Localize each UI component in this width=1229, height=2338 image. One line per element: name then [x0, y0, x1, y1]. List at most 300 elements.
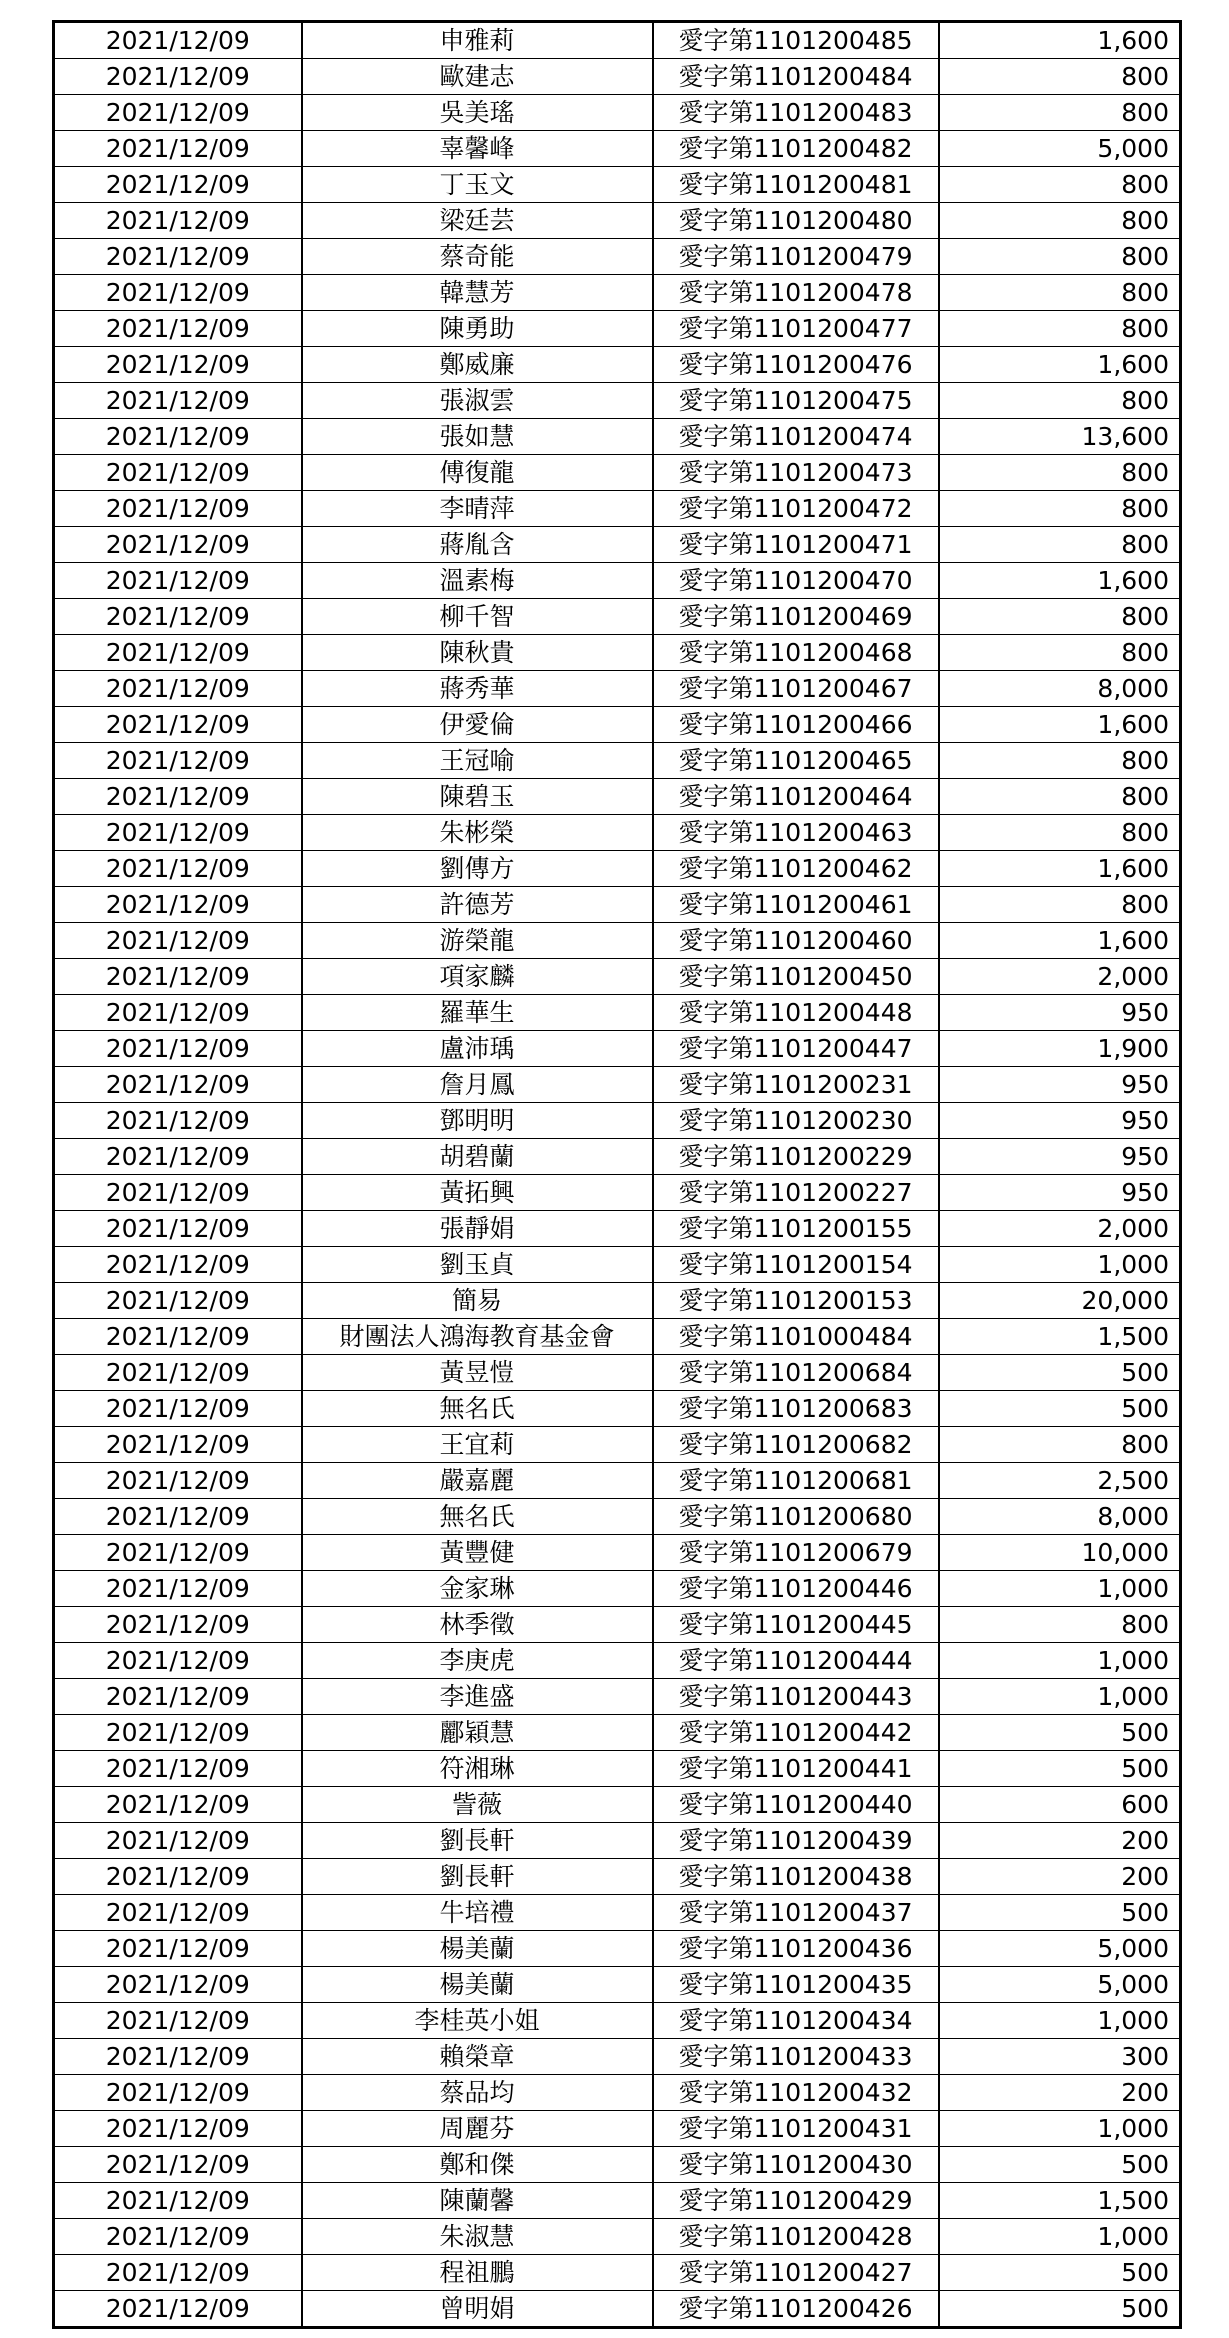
donor-name: 楊美蘭 — [302, 1967, 653, 2003]
donor-name: 符湘琳 — [302, 1751, 653, 1787]
donor-name: 朱淑慧 — [302, 2219, 653, 2255]
table-row — [54, 2255, 1181, 2291]
donor-name: 周麗芬 — [302, 2111, 653, 2147]
table-row — [54, 923, 1181, 959]
donation-amount: 500 — [939, 1751, 1181, 1787]
donor-name: 王冠喻 — [302, 743, 653, 779]
donation-date: 2021/12/09 — [54, 203, 302, 239]
table-row — [54, 239, 1181, 275]
donation-table — [52, 20, 1182, 2329]
donor-name: 羅華生 — [302, 995, 653, 1031]
receipt-number: 愛字第1101200450 — [653, 959, 939, 995]
donor-name: 鄭威廉 — [302, 347, 653, 383]
donation-amount: 500 — [939, 1355, 1181, 1391]
donation-date: 2021/12/09 — [54, 779, 302, 815]
donation-amount: 200 — [939, 1823, 1181, 1859]
donation-amount: 600 — [939, 1787, 1181, 1823]
donation-amount: 800 — [939, 1607, 1181, 1643]
table-row — [54, 1463, 1181, 1499]
donation-date: 2021/12/09 — [54, 1031, 302, 1067]
donor-name: 黃拓興 — [302, 1175, 653, 1211]
donation-amount: 500 — [939, 2291, 1181, 2328]
receipt-number: 愛字第1101200479 — [653, 239, 939, 275]
receipt-number: 愛字第1101200154 — [653, 1247, 939, 1283]
donation-amount: 1,500 — [939, 1319, 1181, 1355]
receipt-number: 愛字第1101200446 — [653, 1571, 939, 1607]
table-row — [54, 1211, 1181, 1247]
donation-date: 2021/12/09 — [54, 1679, 302, 1715]
table-row — [54, 995, 1181, 1031]
table-row — [54, 1355, 1181, 1391]
donor-name: 陳秋貴 — [302, 635, 653, 671]
table-row — [54, 2003, 1181, 2039]
donation-amount: 10,000 — [939, 1535, 1181, 1571]
donation-amount: 800 — [939, 383, 1181, 419]
donation-date: 2021/12/09 — [54, 1463, 302, 1499]
receipt-number: 愛字第1101200428 — [653, 2219, 939, 2255]
donation-amount: 5,000 — [939, 1931, 1181, 1967]
table-row — [54, 2291, 1181, 2328]
table-row — [54, 1607, 1181, 1643]
donation-amount: 800 — [939, 59, 1181, 95]
table-row — [54, 1571, 1181, 1607]
donor-name: 蔣秀華 — [302, 671, 653, 707]
receipt-number: 愛字第1101200427 — [653, 2255, 939, 2291]
receipt-number: 愛字第1101200153 — [653, 1283, 939, 1319]
donor-name: 劉傳方 — [302, 851, 653, 887]
donation-date: 2021/12/09 — [54, 1859, 302, 1895]
donation-amount: 8,000 — [939, 1499, 1181, 1535]
donor-name: 王宜莉 — [302, 1427, 653, 1463]
donor-name: 賴榮章 — [302, 2039, 653, 2075]
donation-date: 2021/12/09 — [54, 1247, 302, 1283]
donation-date: 2021/12/09 — [54, 239, 302, 275]
donor-name: 丁玉文 — [302, 167, 653, 203]
donor-name: 酈穎慧 — [302, 1715, 653, 1751]
donation-date: 2021/12/09 — [54, 1103, 302, 1139]
donation-date: 2021/12/09 — [54, 1391, 302, 1427]
donor-name: 李桂英小姐 — [302, 2003, 653, 2039]
receipt-number: 愛字第1101200473 — [653, 455, 939, 491]
donation-amount: 800 — [939, 491, 1181, 527]
donor-name: 簡易 — [302, 1283, 653, 1319]
donation-date: 2021/12/09 — [54, 923, 302, 959]
donation-date: 2021/12/09 — [54, 311, 302, 347]
donation-table-body — [54, 22, 1181, 2328]
table-row — [54, 203, 1181, 239]
donation-amount: 1,900 — [939, 1031, 1181, 1067]
donation-date: 2021/12/09 — [54, 2291, 302, 2328]
donation-amount: 800 — [939, 167, 1181, 203]
donation-date: 2021/12/09 — [54, 2147, 302, 2183]
donation-amount: 500 — [939, 2255, 1181, 2291]
donation-amount: 800 — [939, 527, 1181, 563]
receipt-number: 愛字第1101200462 — [653, 851, 939, 887]
donor-name: 曾明娟 — [302, 2291, 653, 2328]
receipt-number: 愛字第1101200466 — [653, 707, 939, 743]
donor-name: 胡碧蘭 — [302, 1139, 653, 1175]
donation-amount: 1,000 — [939, 2219, 1181, 2255]
donor-name: 傅復龍 — [302, 455, 653, 491]
donor-name: 楊美蘭 — [302, 1931, 653, 1967]
donation-amount: 950 — [939, 1067, 1181, 1103]
donation-amount: 1,000 — [939, 2111, 1181, 2147]
receipt-number: 愛字第1101200683 — [653, 1391, 939, 1427]
table-row — [54, 2075, 1181, 2111]
receipt-number: 愛字第1101200229 — [653, 1139, 939, 1175]
donation-date: 2021/12/09 — [54, 1643, 302, 1679]
donation-amount: 500 — [939, 1715, 1181, 1751]
donor-name: 盧沛瑀 — [302, 1031, 653, 1067]
donation-amount: 1,000 — [939, 1643, 1181, 1679]
receipt-number: 愛字第1101200467 — [653, 671, 939, 707]
receipt-number: 愛字第1101200481 — [653, 167, 939, 203]
donation-amount: 1,000 — [939, 1247, 1181, 1283]
receipt-number: 愛字第1101200448 — [653, 995, 939, 1031]
receipt-number: 愛字第1101200464 — [653, 779, 939, 815]
receipt-number: 愛字第1101200426 — [653, 2291, 939, 2328]
donation-date: 2021/12/09 — [54, 2183, 302, 2219]
donation-date: 2021/12/09 — [54, 2075, 302, 2111]
receipt-number: 愛字第1101200470 — [653, 563, 939, 599]
donation-date: 2021/12/09 — [54, 419, 302, 455]
donor-name: 溫素梅 — [302, 563, 653, 599]
donation-amount: 300 — [939, 2039, 1181, 2075]
donor-name: 辜馨峰 — [302, 131, 653, 167]
donor-name: 鄭和傑 — [302, 2147, 653, 2183]
receipt-number: 愛字第1101200485 — [653, 22, 939, 59]
donation-amount: 2,500 — [939, 1463, 1181, 1499]
table-row — [54, 671, 1181, 707]
donation-date: 2021/12/09 — [54, 563, 302, 599]
donation-amount: 1,600 — [939, 707, 1181, 743]
receipt-number: 愛字第1101200432 — [653, 2075, 939, 2111]
donation-date: 2021/12/09 — [54, 1175, 302, 1211]
donation-amount: 950 — [939, 995, 1181, 1031]
table-row — [54, 1499, 1181, 1535]
donor-name: 項家麟 — [302, 959, 653, 995]
donor-name: 黃昱愷 — [302, 1355, 653, 1391]
donor-name: 蔣胤含 — [302, 527, 653, 563]
donor-name: 蔡奇能 — [302, 239, 653, 275]
donor-name: 韓慧芳 — [302, 275, 653, 311]
receipt-number: 愛字第1101200468 — [653, 635, 939, 671]
donation-date: 2021/12/09 — [54, 527, 302, 563]
donor-name: 梁廷芸 — [302, 203, 653, 239]
donor-name: 吳美瑤 — [302, 95, 653, 131]
receipt-number: 愛字第1101200435 — [653, 1967, 939, 2003]
donation-date: 2021/12/09 — [54, 743, 302, 779]
donation-amount: 950 — [939, 1139, 1181, 1175]
donation-amount: 800 — [939, 599, 1181, 635]
donation-date: 2021/12/09 — [54, 671, 302, 707]
receipt-number: 愛字第1101200429 — [653, 2183, 939, 2219]
donor-name: 申雅莉 — [302, 22, 653, 59]
table-row — [54, 527, 1181, 563]
table-row — [54, 1535, 1181, 1571]
donor-name: 李晴萍 — [302, 491, 653, 527]
donation-amount: 1,600 — [939, 347, 1181, 383]
donation-date: 2021/12/09 — [54, 1067, 302, 1103]
table-row — [54, 1823, 1181, 1859]
receipt-number: 愛字第1101200682 — [653, 1427, 939, 1463]
donation-date: 2021/12/09 — [54, 1499, 302, 1535]
receipt-number: 愛字第1101200433 — [653, 2039, 939, 2075]
table-row — [54, 707, 1181, 743]
donor-name: 張靜娟 — [302, 1211, 653, 1247]
donation-amount: 13,600 — [939, 419, 1181, 455]
table-row — [54, 131, 1181, 167]
table-row — [54, 1031, 1181, 1067]
table-row — [54, 1283, 1181, 1319]
donor-name: 陳勇助 — [302, 311, 653, 347]
receipt-number: 愛字第1101200430 — [653, 2147, 939, 2183]
donation-date: 2021/12/09 — [54, 1427, 302, 1463]
donor-name: 李進盛 — [302, 1679, 653, 1715]
receipt-number: 愛字第1101200684 — [653, 1355, 939, 1391]
donor-name: 李庚虎 — [302, 1643, 653, 1679]
table-row — [54, 1391, 1181, 1427]
donation-amount: 5,000 — [939, 1967, 1181, 2003]
donation-amount: 1,600 — [939, 851, 1181, 887]
donor-name: 劉玉貞 — [302, 1247, 653, 1283]
donor-name: 柳千智 — [302, 599, 653, 635]
donation-date: 2021/12/09 — [54, 1931, 302, 1967]
receipt-number: 愛字第1101200477 — [653, 311, 939, 347]
donation-amount: 800 — [939, 887, 1181, 923]
receipt-number: 愛字第1101200681 — [653, 1463, 939, 1499]
donation-amount: 2,000 — [939, 959, 1181, 995]
donor-name: 詹月鳳 — [302, 1067, 653, 1103]
donation-amount: 800 — [939, 95, 1181, 131]
receipt-number: 愛字第1101200483 — [653, 95, 939, 131]
donation-date: 2021/12/09 — [54, 1787, 302, 1823]
receipt-number: 愛字第1101200471 — [653, 527, 939, 563]
donation-date: 2021/12/09 — [54, 95, 302, 131]
donor-name: 無名氏 — [302, 1499, 653, 1535]
donation-date: 2021/12/09 — [54, 1823, 302, 1859]
donation-amount: 800 — [939, 635, 1181, 671]
receipt-number: 愛字第1101200680 — [653, 1499, 939, 1535]
donation-date: 2021/12/09 — [54, 1211, 302, 1247]
table-row — [54, 1103, 1181, 1139]
table-row — [54, 1931, 1181, 1967]
receipt-number: 愛字第1101200460 — [653, 923, 939, 959]
donation-amount: 800 — [939, 311, 1181, 347]
donation-amount: 1,500 — [939, 2183, 1181, 2219]
donation-amount: 5,000 — [939, 131, 1181, 167]
table-row — [54, 311, 1181, 347]
receipt-number: 愛字第1101200444 — [653, 1643, 939, 1679]
table-row — [54, 2111, 1181, 2147]
donation-amount: 800 — [939, 815, 1181, 851]
donation-date: 2021/12/09 — [54, 491, 302, 527]
donor-name: 金家琳 — [302, 1571, 653, 1607]
donation-date: 2021/12/09 — [54, 635, 302, 671]
receipt-number: 愛字第1101200463 — [653, 815, 939, 851]
donor-name: 鄧明明 — [302, 1103, 653, 1139]
receipt-number: 愛字第1101200469 — [653, 599, 939, 635]
donor-name: 程祖鵬 — [302, 2255, 653, 2291]
donation-amount: 800 — [939, 203, 1181, 239]
receipt-number: 愛字第1101200461 — [653, 887, 939, 923]
table-row — [54, 95, 1181, 131]
table-row — [54, 1247, 1181, 1283]
donor-name: 財團法人鴻海教育基金會 — [302, 1319, 653, 1355]
table-row — [54, 1715, 1181, 1751]
receipt-number: 愛字第1101200437 — [653, 1895, 939, 1931]
donation-amount: 1,600 — [939, 563, 1181, 599]
table-row — [54, 419, 1181, 455]
donation-amount: 500 — [939, 2147, 1181, 2183]
table-row — [54, 59, 1181, 95]
table-row — [54, 1751, 1181, 1787]
donation-date: 2021/12/09 — [54, 347, 302, 383]
table-row — [54, 1139, 1181, 1175]
donor-name: 黃豐健 — [302, 1535, 653, 1571]
donor-name: 朱彬榮 — [302, 815, 653, 851]
donation-date: 2021/12/09 — [54, 383, 302, 419]
table-row — [54, 275, 1181, 311]
donation-amount: 800 — [939, 1427, 1181, 1463]
receipt-number: 愛字第1101200439 — [653, 1823, 939, 1859]
table-row — [54, 743, 1181, 779]
table-row — [54, 347, 1181, 383]
donation-amount: 1,000 — [939, 1679, 1181, 1715]
table-row — [54, 2183, 1181, 2219]
donor-name: 張淑雲 — [302, 383, 653, 419]
table-row — [54, 455, 1181, 491]
donation-date: 2021/12/09 — [54, 22, 302, 59]
donation-amount: 800 — [939, 239, 1181, 275]
donation-date: 2021/12/09 — [54, 887, 302, 923]
receipt-number: 愛字第1101200465 — [653, 743, 939, 779]
receipt-number: 愛字第1101200436 — [653, 1931, 939, 1967]
donor-name: 訾薇 — [302, 1787, 653, 1823]
donation-date: 2021/12/09 — [54, 59, 302, 95]
receipt-number: 愛字第1101200474 — [653, 419, 939, 455]
receipt-number: 愛字第1101200484 — [653, 59, 939, 95]
receipt-number: 愛字第1101200442 — [653, 1715, 939, 1751]
donation-date: 2021/12/09 — [54, 167, 302, 203]
donation-date: 2021/12/09 — [54, 959, 302, 995]
receipt-number: 愛字第1101200445 — [653, 1607, 939, 1643]
receipt-number: 愛字第1101200438 — [653, 1859, 939, 1895]
donation-amount: 1,600 — [939, 923, 1181, 959]
donor-name: 歐建志 — [302, 59, 653, 95]
table-row — [54, 167, 1181, 203]
table-row — [54, 635, 1181, 671]
receipt-number: 愛字第1101200482 — [653, 131, 939, 167]
donor-name: 許德芳 — [302, 887, 653, 923]
receipt-number: 愛字第1101200447 — [653, 1031, 939, 1067]
table-row — [54, 2147, 1181, 2183]
donation-date: 2021/12/09 — [54, 2255, 302, 2291]
donation-amount: 500 — [939, 1895, 1181, 1931]
receipt-number: 愛字第1101200227 — [653, 1175, 939, 1211]
donation-date: 2021/12/09 — [54, 707, 302, 743]
receipt-number: 愛字第1101200475 — [653, 383, 939, 419]
donor-name: 林季徵 — [302, 1607, 653, 1643]
table-row — [54, 1319, 1181, 1355]
donor-name: 陳蘭馨 — [302, 2183, 653, 2219]
table-row — [54, 1175, 1181, 1211]
receipt-number: 愛字第1101200230 — [653, 1103, 939, 1139]
table-row — [54, 1967, 1181, 2003]
donor-name: 嚴嘉麗 — [302, 1463, 653, 1499]
table-row — [54, 2039, 1181, 2075]
donation-amount: 200 — [939, 1859, 1181, 1895]
donor-name: 劉長軒 — [302, 1823, 653, 1859]
donor-name: 牛培禮 — [302, 1895, 653, 1931]
table-row — [54, 851, 1181, 887]
donation-date: 2021/12/09 — [54, 2219, 302, 2255]
donation-date: 2021/12/09 — [54, 131, 302, 167]
receipt-number: 愛字第1101200431 — [653, 2111, 939, 2147]
donor-name: 無名氏 — [302, 1391, 653, 1427]
receipt-number: 愛字第1101200472 — [653, 491, 939, 527]
donation-date: 2021/12/09 — [54, 1967, 302, 2003]
table-row — [54, 563, 1181, 599]
donor-name: 陳碧玉 — [302, 779, 653, 815]
table-row — [54, 22, 1181, 59]
donor-name: 張如慧 — [302, 419, 653, 455]
donation-date: 2021/12/09 — [54, 2039, 302, 2075]
table-row — [54, 2219, 1181, 2255]
donation-amount: 800 — [939, 743, 1181, 779]
receipt-number: 愛字第1101200480 — [653, 203, 939, 239]
table-row — [54, 1067, 1181, 1103]
receipt-number: 愛字第1101200231 — [653, 1067, 939, 1103]
donation-date: 2021/12/09 — [54, 455, 302, 491]
table-row — [54, 959, 1181, 995]
receipt-number: 愛字第1101200440 — [653, 1787, 939, 1823]
table-row — [54, 1643, 1181, 1679]
donor-name: 游榮龍 — [302, 923, 653, 959]
donation-amount: 500 — [939, 1391, 1181, 1427]
donation-amount: 800 — [939, 455, 1181, 491]
donation-date: 2021/12/09 — [54, 1355, 302, 1391]
donation-amount: 1,000 — [939, 1571, 1181, 1607]
donation-date: 2021/12/09 — [54, 1751, 302, 1787]
donor-name: 蔡品均 — [302, 2075, 653, 2111]
table-row — [54, 1895, 1181, 1931]
donation-date: 2021/12/09 — [54, 2003, 302, 2039]
donation-date: 2021/12/09 — [54, 1571, 302, 1607]
table-row — [54, 599, 1181, 635]
donation-date: 2021/12/09 — [54, 1139, 302, 1175]
donation-amount: 20,000 — [939, 1283, 1181, 1319]
donation-amount: 200 — [939, 2075, 1181, 2111]
receipt-number: 愛字第1101200443 — [653, 1679, 939, 1715]
donation-date: 2021/12/09 — [54, 1283, 302, 1319]
table-row — [54, 383, 1181, 419]
donation-date: 2021/12/09 — [54, 1895, 302, 1931]
table-row — [54, 1859, 1181, 1895]
receipt-number: 愛字第1101200679 — [653, 1535, 939, 1571]
receipt-number: 愛字第1101200478 — [653, 275, 939, 311]
donation-date: 2021/12/09 — [54, 1715, 302, 1751]
donation-date: 2021/12/09 — [54, 851, 302, 887]
donation-amount: 1,600 — [939, 22, 1181, 59]
receipt-number: 愛字第1101200434 — [653, 2003, 939, 2039]
donation-amount: 800 — [939, 779, 1181, 815]
table-row — [54, 1787, 1181, 1823]
donation-date: 2021/12/09 — [54, 995, 302, 1031]
donation-amount: 8,000 — [939, 671, 1181, 707]
donation-date: 2021/12/09 — [54, 815, 302, 851]
donor-name: 劉長軒 — [302, 1859, 653, 1895]
